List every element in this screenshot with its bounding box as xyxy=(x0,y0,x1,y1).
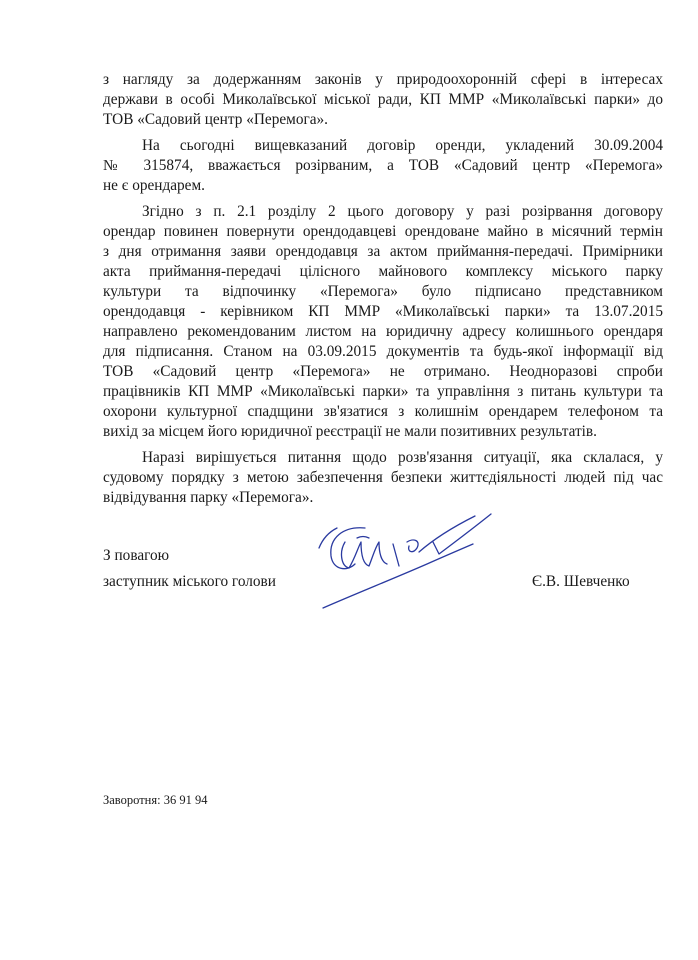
contact-info: Заворотня: 36 91 94 xyxy=(103,793,208,807)
body-line: для підписання. Станом на 03.09.2015 документів та будь-якої інформації від xyxy=(103,343,663,360)
body-line: вихід за місцем його юридичної реєстрації не мали позитивних результатів. xyxy=(103,423,597,440)
body-line: Наразі вирішується питання щодо розв'язання ситуації, яка склалася, у xyxy=(142,449,663,466)
body-line: № 315874, вважається розірваним, а ТОВ «Садовий центр «Перемога» xyxy=(103,157,663,174)
signer-position: заступник міського голови xyxy=(103,573,276,590)
body-line: не є орендарем. xyxy=(103,177,205,194)
body-line: акта приймання-передачі цілісного майнового комплексу міського парку xyxy=(103,263,663,280)
body-line: охорони культурної спадщини зв'язатися з колишнім орендарем телефоном та xyxy=(103,403,663,420)
body-line: ТОВ «Садовий центр «Перемога». xyxy=(103,111,329,128)
body-line: культури та відпочинку «Перемога» було підписано представником xyxy=(103,283,663,300)
body-line: орендар повинен повернути орендодавцеві орендоване майно в місячний термін xyxy=(103,223,663,240)
body-line: Згідно з п. 2.1 розділу 2 цього договору у разі розірвання договору xyxy=(142,203,663,220)
body-line: держави в особі Миколаївської міської ради, КП ММР «Миколаївські парки» до xyxy=(103,91,663,108)
body-line: судовому порядку з метою забезпечення безпеки життєдіяльності людей під час xyxy=(103,469,663,486)
body-line: ТОВ «Садовий центр «Перемога» не отримано. Неодноразові спроби xyxy=(103,363,663,380)
body-line: На сьогодні вищевказаний договір оренди, укладений 30.09.2004 xyxy=(142,137,663,154)
body-line: з дня отримання заяви орендодавця за актом приймання-передачі. Примірники xyxy=(103,243,663,260)
handwritten-signature xyxy=(315,508,505,616)
signer-name: Є.В. Шевченко xyxy=(532,573,630,590)
body-line: відвідування парку «Перемога». xyxy=(103,489,314,506)
body-line: орендодавця - керівником КП ММР «Миколаївські парки» та 13.07.2015 xyxy=(103,303,663,320)
closing-text: З повагою xyxy=(103,547,170,564)
body-line: з нагляду за додержанням законів у природоохоронній сфері в інтересах xyxy=(103,71,663,88)
body-line: направлено рекомендованим листом на юридичну адресу колишнього орендаря xyxy=(103,323,663,340)
body-line: працівників КП ММР «Миколаївські парки» та управління з питань культури та xyxy=(103,383,663,400)
